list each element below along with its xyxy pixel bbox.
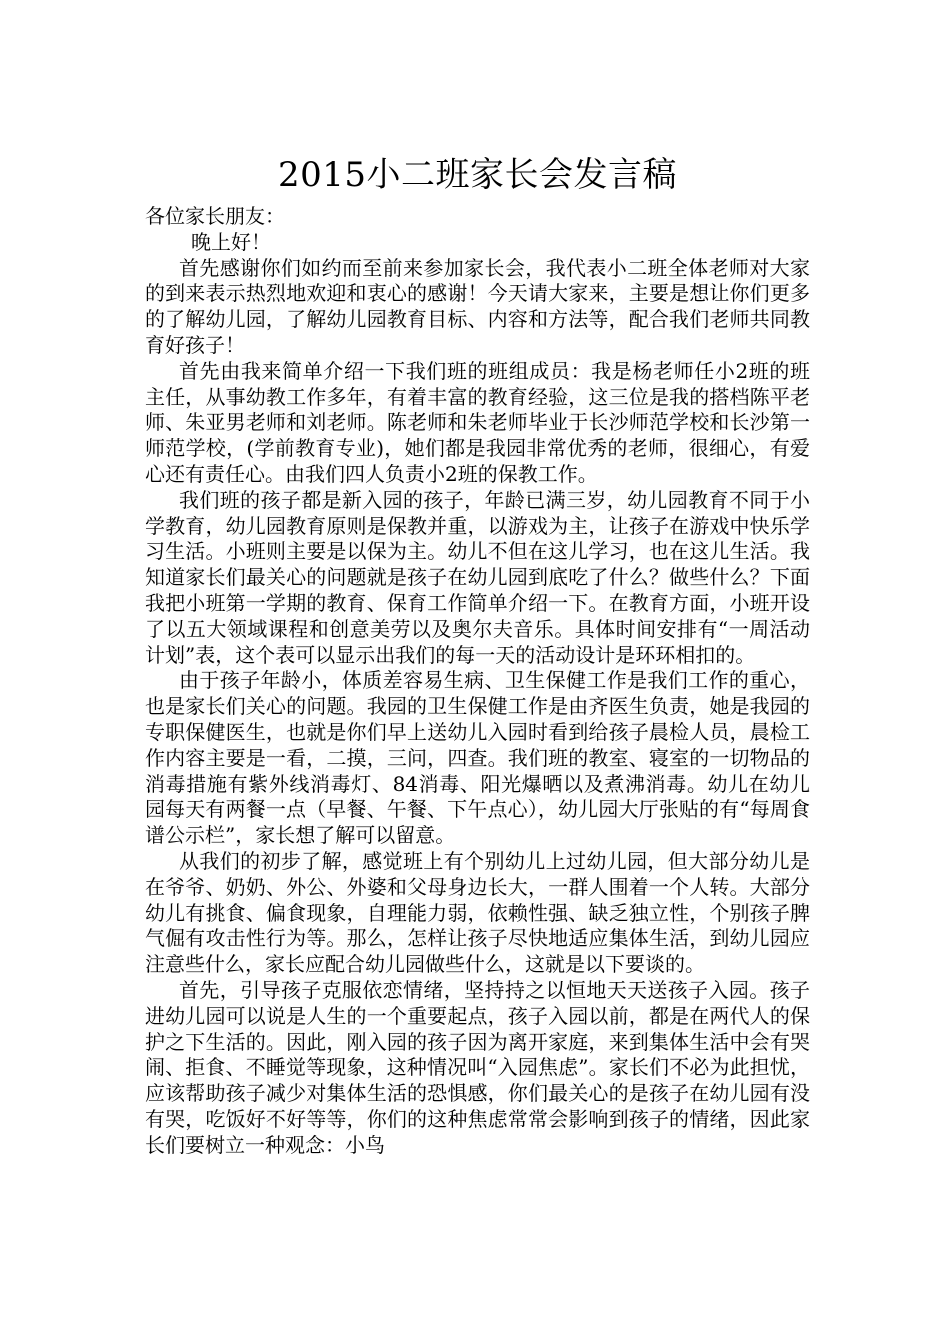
paragraph-2: 首先由我来简单介绍一下我们班的班组成员：我是杨老师任小2班的班主任，从事幼教工作多年，有着丰富的教育经验，这三位是我的搭档陈平老师、朱亚男老师和刘老师。陈老师和朱老师毕业于长沙师范学校和长沙第一师范学校，(学前教育专业)，她们都是我园非常优秀的老师，很细心，有爱心还有责任心。由我们四人负责小2班的保教工作。 [145,358,810,486]
paragraph-6: 首先，引导孩子克服依恋情绪，坚持持之以恒地天天送孩子入园。孩子进幼儿园可以说是人生的一个重要起点，孩子入园以前，都是在两代人的保护之下生活的。因此，刚入园的孩子因为离开家庭，来到集体生活中会有哭闹、拒食、不睡觉等现象，这种情况叫“入园焦虑”。家长们不必为此担忧，应该帮助孩子减少对集体生活的恐惧感，你们最关心的是孩子在幼儿园有没有哭，吃饭好不好等等，你们的这种焦虑常常会影响到孩子的情绪，因此家长们要树立一种观念：小鸟 [145,977,810,1157]
greeting: 晚上好！ [191,229,271,254]
salutation: 各位家长朋友： [145,204,285,228]
paragraph-5: 从我们的初步了解，感觉班上有个别幼儿上过幼儿园，但大部分幼儿是在爷爷、奶奶、外公、外婆和父母身边长大，一群人围着一个人转。大部分幼儿有挑食、偏食现象，自理能力弱，依赖性强、缺乏独立性，个别孩子脾气倔有攻击性行为等。那么，怎样让孩子尽快地适应集体生活，到幼儿园应注意些什么，家长应配合幼儿园做些什么，这就是以下要谈的。 [145,848,810,977]
document-title: 2015小二班家长会发言稿 [277,155,678,195]
document-page [145,150,810,1158]
paragraph-1: 首先感谢你们如约而至前来参加家长会，我代表小二班全体老师对大家的到来表示热烈地欢迎和衷心的感谢！今天请大家来，主要是想让你们更多的了解幼儿园，了解幼儿园教育目标、内容和方法等，配合我们老师共同教育好孩子！ [145,255,810,357]
paragraph-4: 由于孩子年龄小，体质差容易生病、卫生保健工作是我们工作的重心，也是家长们关心的问题。我园的卫生保健工作是由齐医生负责，她是我园的专职保健医生，也就是你们早上送幼儿入园时看到给孩子晨检人员，晨检工作内容主要是一看，二摸，三问，四查。我们班的教室、寝室的一切物品的消毒措施有紫外线消毒灯、84消毒、阳光爆晒以及煮沸消毒。幼儿在幼儿园每天有两餐一点（早餐、午餐、下午点心），幼儿园大厅张贴的有“每周食谱公示栏”，家长想了解可以留意。 [145,668,810,848]
paragraph-3: 我们班的孩子都是新入园的孩子，年龄已满三岁，幼儿园教育不同于小学教育，幼儿园教育原则是保教并重，以游戏为主，让孩子在游戏中快乐学习生活。小班则主要是以保为主。幼儿不但在这儿学习，也在这儿生活。我知道家长们最关心的问题就是孩子在幼儿园到底吃了什么？做些什么？下面我把小班第一学期的教育、保育工作简单介绍一下。在教育方面，小班开设了以五大领域课程和创意美劳以及奥尔夫音乐。具体时间安排有“一周活动计划”表，这个表可以显示出我们的每一天的活动设计是环环相扣的。 [145,487,810,667]
